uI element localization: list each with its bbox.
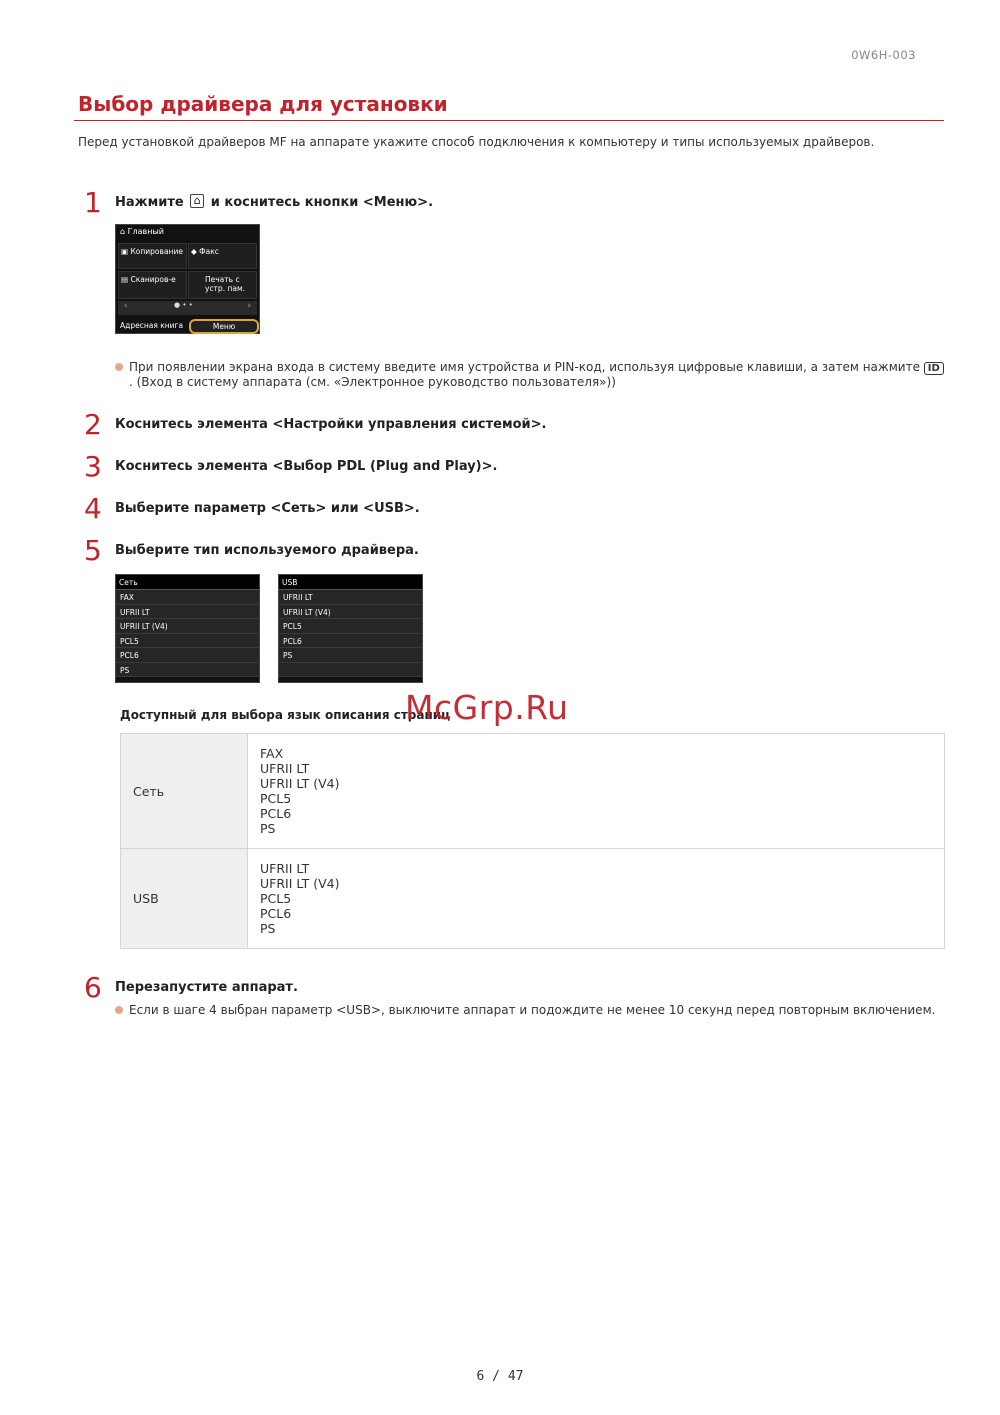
chevron-left-icon: ‹ xyxy=(124,301,128,311)
step-1-text xyxy=(115,194,433,212)
title-divider xyxy=(74,120,944,121)
network-option: PCL6 xyxy=(116,648,259,663)
table-caption: Доступный для выбора язык описания страниц xyxy=(120,708,451,722)
network-option: PS xyxy=(116,663,259,678)
tile-print-memory: Печать с устр. пам. xyxy=(188,271,257,299)
network-option: FAX xyxy=(116,590,259,605)
usb-option: PS xyxy=(279,648,422,663)
network-screen-image xyxy=(115,574,260,683)
home-icon: ⌂ xyxy=(120,227,128,236)
address-book-label: Адресная книга xyxy=(120,321,184,330)
pdl-table xyxy=(120,733,945,949)
network-screen-header: Сеть xyxy=(116,575,259,590)
step-6-number: 6 xyxy=(84,971,102,1004)
table-row xyxy=(121,849,945,949)
step-5-text: Выберите тип используемого драйвера. xyxy=(115,543,419,558)
scan-icon: ▤ xyxy=(121,275,131,284)
usb-screen-image xyxy=(278,574,423,683)
step-4-text: Выберите параметр <Сеть> или <USB>. xyxy=(115,501,420,516)
network-option: UFRII LT xyxy=(116,605,259,620)
usb-option: UFRII LT xyxy=(279,590,422,605)
row-values-usb: UFRII LT UFRII LT (V4) PCL5 PCL6 PS xyxy=(248,849,945,949)
step-3-number: 3 xyxy=(84,450,102,483)
note-bullet-icon xyxy=(115,1006,123,1014)
step-1-number: 1 xyxy=(84,186,102,219)
usb-option: PCL5 xyxy=(279,619,422,634)
step-3-text: Коснитесь элемента <Выбор PDL (Plug and Play)>. xyxy=(115,459,498,474)
usb-screen-header: USB xyxy=(279,575,422,590)
step-6-text: Перезапустите аппарат. xyxy=(115,980,298,995)
network-option: UFRII LT (V4) xyxy=(116,619,259,634)
table-row xyxy=(121,734,945,849)
home-screen-nav xyxy=(118,301,257,315)
step-1-note: При появлении экрана входа в систему введите имя устройства и PIN-код, используя цифровые клавиши, а затем нажмите ID. (Вход в систему аппарата (см. «Электронное руководство пользователя»)) xyxy=(115,360,945,390)
step-2-text: Коснитесь элемента <Настройки управления системой>. xyxy=(115,417,547,432)
home-screen-image xyxy=(115,224,260,334)
copy-icon: ▣ xyxy=(121,247,131,256)
step-5-number: 5 xyxy=(84,534,102,567)
step-6-note: Если в шаге 4 выбран параметр <USB>, выключите аппарат и подождите не менее 10 секунд перед повторным включением. xyxy=(115,1003,945,1018)
page-title: Выбор драйвера для установки xyxy=(78,92,448,116)
id-key-icon: ID xyxy=(924,362,944,375)
step-1-text-after: и коснитесь кнопки <Меню>. xyxy=(210,195,434,210)
row-values-network: FAX UFRII LT UFRII LT (V4) PCL5 PCL6 PS xyxy=(248,734,945,849)
step-4-number: 4 xyxy=(84,492,102,525)
tile-fax: ◆ Факс xyxy=(188,243,257,269)
step-1-text-before: Нажмите xyxy=(115,195,184,210)
usb-option-empty xyxy=(279,663,422,678)
fax-icon: ◆ xyxy=(191,247,200,256)
chevron-right-icon: › xyxy=(247,301,251,311)
step-2-number: 2 xyxy=(84,408,102,441)
note-bullet-icon xyxy=(115,363,123,371)
network-option: PCL5 xyxy=(116,634,259,649)
tile-scan: ▤ Сканиров-е xyxy=(118,271,187,299)
watermark: McGrp.Ru xyxy=(405,688,569,727)
usb-option: PCL6 xyxy=(279,634,422,649)
row-label-network: Сеть xyxy=(121,734,248,849)
page-dots-icon: ● • • xyxy=(174,301,193,309)
document-id: 0W6H-003 xyxy=(851,48,916,62)
intro-paragraph: Перед установкой драйверов MF на аппарате укажите способ подключения к компьютеру и типы используемых драйверов. xyxy=(78,135,875,149)
page-number: 6 / 47 xyxy=(476,1369,524,1384)
row-label-usb: USB xyxy=(121,849,248,949)
menu-button-highlight: Меню xyxy=(189,319,259,334)
home-screen-header: ⌂ Главный xyxy=(120,227,164,236)
home-screen-bottom xyxy=(116,318,259,333)
tile-copy: ▣ Копирование xyxy=(118,243,187,269)
home-key-icon xyxy=(190,194,204,208)
usb-option: UFRII LT (V4) xyxy=(279,605,422,620)
